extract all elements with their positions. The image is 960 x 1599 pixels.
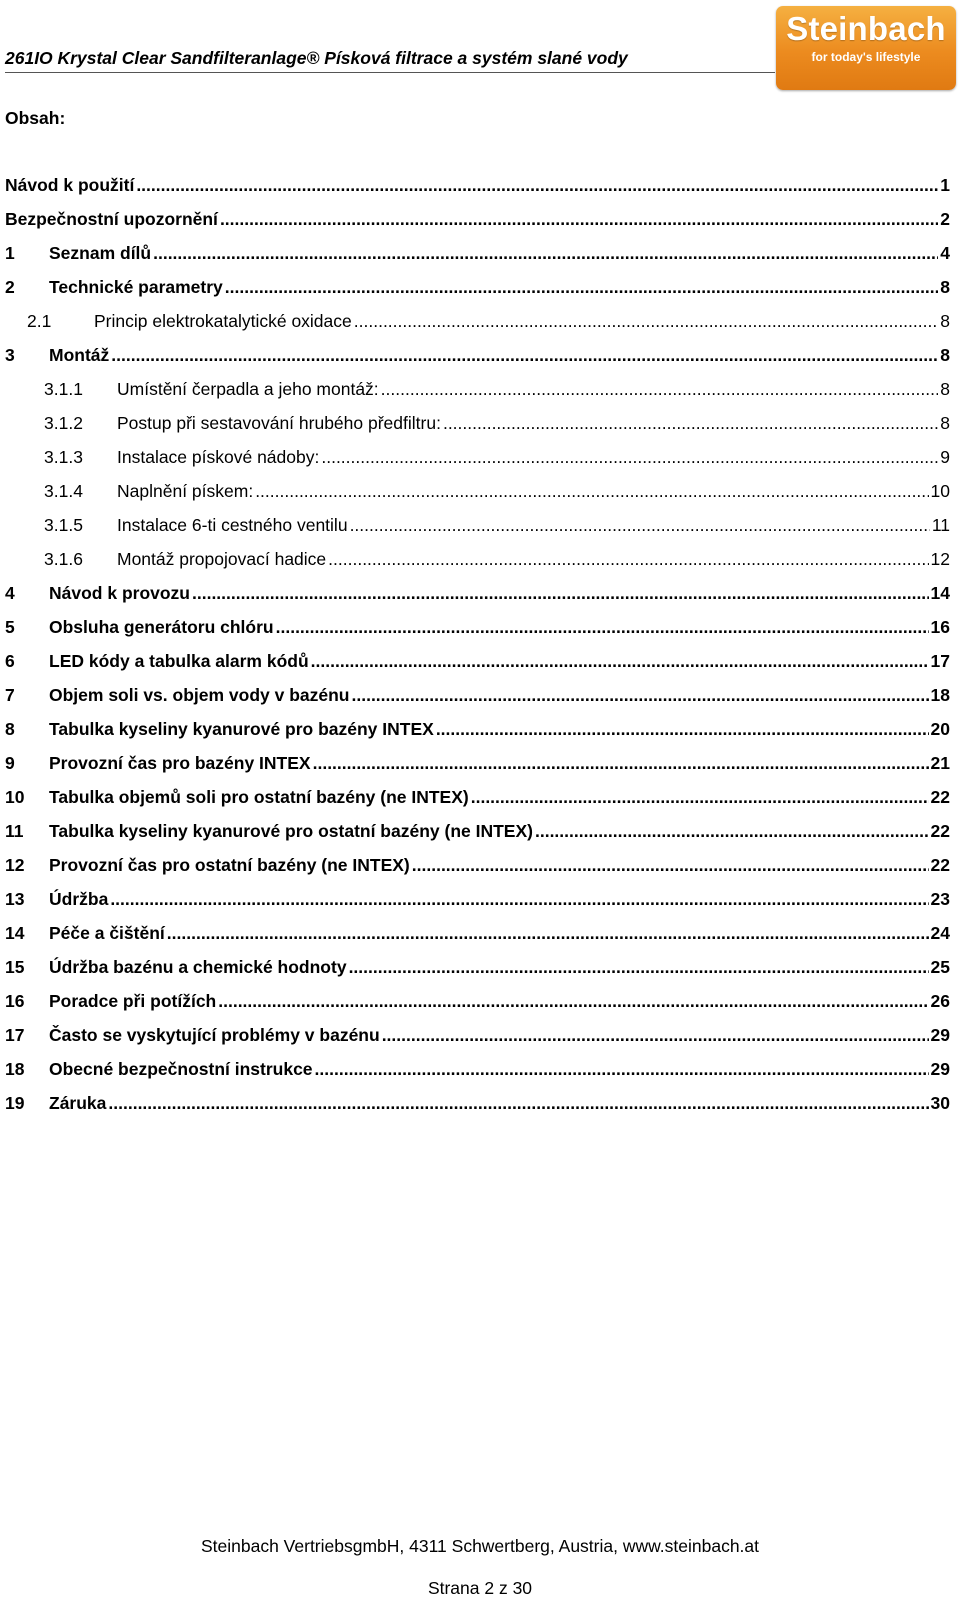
- toc-entry-page: 21: [930, 753, 950, 773]
- toc-entry-page: 12: [930, 549, 950, 569]
- toc-entry-number: 1: [5, 243, 15, 263]
- toc-entry-title: Montáž propojovací hadice: [117, 549, 327, 569]
- toc-leader-dots: [443, 406, 938, 440]
- toc-entry-number: 5: [5, 617, 15, 637]
- toc-leader-dots: [225, 270, 938, 304]
- toc-entry-page: 18: [930, 685, 950, 705]
- toc-entry[interactable]: [5, 1052, 950, 1086]
- toc-entry-title: Provozní čas pro ostatní bazény (ne INTEX): [49, 855, 410, 875]
- toc-leader-dots: [412, 848, 929, 882]
- footer-company: Steinbach VertriebsgmbH, 4311 Schwertberg, Austria, www.steinbach.at: [200, 1536, 760, 1556]
- toc-entry-number: 8: [5, 719, 15, 739]
- toc-leader-dots: [354, 304, 939, 338]
- toc-entry-number: 9: [5, 753, 15, 773]
- toc-entry-page: 8: [940, 277, 950, 297]
- toc-entry[interactable]: [5, 950, 950, 984]
- toc-entry[interactable]: [5, 712, 950, 746]
- toc-entry-number: 12: [5, 855, 25, 875]
- toc-entry-number: 10: [5, 787, 25, 807]
- toc-entry-page: 23: [930, 889, 950, 909]
- toc-entry-title: Bezpečnostní upozornění: [5, 209, 218, 229]
- toc-entry[interactable]: [5, 168, 950, 202]
- toc-entry-number: 3.1.3: [44, 447, 83, 467]
- toc-leader-dots: [111, 338, 938, 372]
- header-divider: [5, 72, 775, 73]
- toc-entry[interactable]: [5, 1018, 950, 1052]
- toc-entry-title: Seznam dílů: [49, 243, 152, 263]
- toc-entry-number: 7: [5, 685, 15, 705]
- toc-leader-dots: [471, 780, 929, 814]
- toc-heading: Obsah:: [5, 108, 66, 128]
- toc-entry-page: 9: [940, 447, 950, 467]
- toc-entry[interactable]: [5, 338, 950, 372]
- toc-entry[interactable]: [5, 1086, 950, 1120]
- toc-leader-dots: [328, 542, 928, 576]
- toc-entry-page: 14: [930, 583, 950, 603]
- toc-entry-title: Instalace 6-ti cestného ventilu: [117, 515, 348, 535]
- toc-leader-dots: [349, 950, 929, 984]
- toc-entry-number: 3.1.5: [44, 515, 83, 535]
- toc-entry-number: 13: [5, 889, 25, 909]
- toc-entry[interactable]: [5, 610, 950, 644]
- toc-leader-dots: [255, 474, 928, 508]
- toc-leader-dots: [535, 814, 929, 848]
- logo-tagline: for today's lifestyle: [811, 50, 921, 64]
- toc-entry-title: Tabulka objemů soli pro ostatní bazény (ne INTEX): [49, 787, 469, 807]
- toc-entry-title: Obecné bezpečnostní instrukce: [49, 1059, 313, 1079]
- toc-leader-dots: [276, 610, 929, 644]
- toc-entry-number: 2: [5, 277, 15, 297]
- toc-entry-title: Technické parametry: [49, 277, 223, 297]
- toc-leader-dots: [311, 644, 929, 678]
- toc-entry-title: Tabulka kyseliny kyanurové pro ostatní bazény (ne INTEX): [49, 821, 533, 841]
- toc-entry[interactable]: [5, 814, 950, 848]
- toc-entry[interactable]: [5, 746, 950, 780]
- toc-entry[interactable]: [5, 304, 950, 338]
- toc-entry[interactable]: [5, 576, 950, 610]
- toc-entry-number: 3: [5, 345, 15, 365]
- toc-entry-number: 16: [5, 991, 25, 1011]
- toc-entry-number: 3.1.1: [44, 379, 83, 399]
- toc-entry-page: 4: [940, 243, 950, 263]
- toc-leader-dots: [313, 746, 929, 780]
- toc-entry-title: Obsluha generátoru chlóru: [49, 617, 274, 637]
- toc-entry-title: Údržba: [49, 889, 109, 909]
- toc-entry-page: 26: [930, 991, 950, 1011]
- toc-entry-title: Návod k provozu: [49, 583, 190, 603]
- toc-leader-dots: [110, 882, 928, 916]
- toc-entry-number: 15: [5, 957, 25, 977]
- toc-entry[interactable]: [5, 372, 950, 406]
- toc-entry-number: 2.1: [27, 311, 52, 331]
- toc-entry-title: Údržba bazénu a chemické hodnoty: [49, 957, 347, 977]
- toc-entry-title: Princip elektrokatalytické oxidace: [94, 311, 352, 331]
- toc-entry[interactable]: [5, 270, 950, 304]
- toc-entry-title: Postup při sestavování hrubého předfiltru:: [117, 413, 441, 433]
- toc-leader-dots: [218, 984, 928, 1018]
- toc-entry-page: 29: [930, 1059, 950, 1079]
- toc-leader-dots: [315, 1052, 929, 1086]
- toc-entry-page: 10: [930, 481, 950, 501]
- toc-leader-dots: [136, 168, 938, 202]
- toc-entry[interactable]: [5, 916, 950, 950]
- toc-entry-number: 19: [5, 1093, 25, 1113]
- toc-entry-number: 3.1.2: [44, 413, 83, 433]
- steinbach-logo: [776, 6, 956, 90]
- toc-entry-number: 3.1.6: [44, 549, 83, 569]
- toc-entry-number: 11: [5, 821, 24, 841]
- toc-leader-dots: [167, 916, 929, 950]
- toc-entry-title: Péče a čištění: [49, 923, 165, 943]
- toc-entry[interactable]: [5, 236, 950, 270]
- toc-entry-page: 20: [930, 719, 950, 739]
- toc-entry-page: 1: [940, 175, 950, 195]
- toc-leader-dots: [350, 508, 930, 542]
- toc-entry-number: 18: [5, 1059, 25, 1079]
- toc-entry-title: Poradce při potížích: [49, 991, 217, 1011]
- toc-entry[interactable]: [5, 678, 950, 712]
- page-number: Strana 2 z 30: [427, 1578, 533, 1598]
- toc-entry[interactable]: [5, 780, 950, 814]
- toc-entry[interactable]: [5, 202, 950, 236]
- table-of-contents: [5, 168, 950, 1120]
- toc-entry-number: 4: [5, 583, 15, 603]
- toc-leader-dots: [436, 712, 929, 746]
- toc-leader-dots: [153, 236, 938, 270]
- toc-entry[interactable]: [5, 406, 950, 440]
- toc-entry-page: 22: [930, 821, 950, 841]
- toc-entry-page: 30: [930, 1093, 950, 1113]
- toc-entry-number: 17: [5, 1025, 25, 1045]
- toc-entry-title: Návod k použití: [5, 175, 135, 195]
- toc-leader-dots: [382, 1018, 929, 1052]
- toc-entry-title: Montáž: [49, 345, 110, 365]
- toc-entry[interactable]: [5, 508, 950, 542]
- toc-entry-number: 3.1.4: [44, 481, 83, 501]
- toc-entry[interactable]: [5, 984, 950, 1018]
- toc-entry-page: 29: [930, 1025, 950, 1045]
- toc-entry[interactable]: [5, 474, 950, 508]
- toc-entry-page: 2: [940, 209, 950, 229]
- toc-leader-dots: [108, 1086, 928, 1120]
- toc-entry[interactable]: [5, 644, 950, 678]
- toc-entry-title: Provozní čas pro bazény INTEX: [49, 753, 311, 773]
- toc-leader-dots: [352, 678, 929, 712]
- toc-entry-title: Často se vyskytující problémy v bazénu: [49, 1025, 380, 1045]
- toc-entry-page: 16: [930, 617, 950, 637]
- toc-entry-title: Umístění čerpadla a jeho montáž:: [117, 379, 379, 399]
- toc-leader-dots: [381, 372, 939, 406]
- toc-entry-title: Naplnění pískem:: [117, 481, 254, 501]
- toc-entry-page: 11: [931, 515, 950, 535]
- toc-leader-dots: [220, 202, 938, 236]
- toc-entry[interactable]: [5, 882, 950, 916]
- toc-entry-number: 6: [5, 651, 15, 671]
- toc-entry-number: 14: [5, 923, 25, 943]
- document-title: 261IO Krystal Clear Sandfilteranlage® Písková filtrace a systém slané vody: [5, 48, 628, 68]
- toc-entry-page: 22: [930, 855, 950, 875]
- toc-leader-dots: [321, 440, 938, 474]
- toc-entry-page: 24: [930, 923, 950, 943]
- toc-entry-page: 8: [940, 345, 950, 365]
- toc-entry-page: 25: [930, 957, 950, 977]
- toc-entry-title: Objem soli vs. objem vody v bazénu: [49, 685, 350, 705]
- toc-entry-page: 17: [930, 651, 950, 671]
- logo-wordmark: Steinbach: [786, 10, 946, 47]
- toc-leader-dots: [192, 576, 929, 610]
- toc-entry-title: Instalace pískové nádoby:: [117, 447, 320, 467]
- toc-entry-title: Tabulka kyseliny kyanurové pro bazény INTEX: [49, 719, 434, 739]
- toc-entry-page: 8: [940, 379, 950, 399]
- toc-entry-title: LED kódy a tabulka alarm kódů: [49, 651, 309, 671]
- toc-entry-page: 8: [940, 311, 950, 331]
- toc-entry[interactable]: [5, 542, 950, 576]
- toc-entry-title: Záruka: [49, 1093, 107, 1113]
- toc-entry[interactable]: [5, 440, 950, 474]
- toc-entry-page: 8: [940, 413, 950, 433]
- toc-entry[interactable]: [5, 848, 950, 882]
- toc-entry-page: 22: [930, 787, 950, 807]
